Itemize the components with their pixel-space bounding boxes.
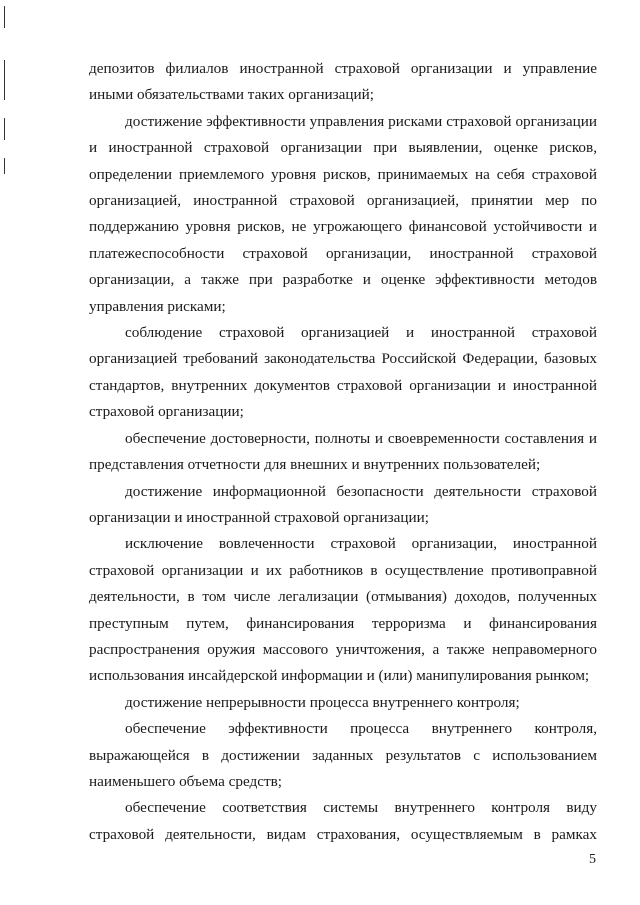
paragraph: соблюдение страховой организацией и иностранной страховой организацией требований законодательства Российской Федерации, базовых стандартов, внутренних документов страховой организации и иностранной страховой организации; (89, 324, 597, 421)
paragraph: обеспечение соответствия системы внутреннего контроля виду страховой деятельности, видам страхования, осуществляемым в рамках (89, 799, 597, 843)
paragraph: депозитов филиалов иностранной страховой организации и управление иными обязательствами таких организаций; (89, 60, 597, 104)
paragraph: обеспечение эффективности процесса внутреннего контроля, выражающейся в достижении заданных результатов с использованием наименьшего объема средств; (89, 720, 597, 790)
paragraph: обеспечение достоверности, полноты и своевременности составления и представления отчетности для внешних и внутренних пользователей; (89, 429, 597, 474)
paragraph: исключение вовлеченности страховой организации, иностранной страховой организации и их работников в осуществление противоправной деятельности, в том числе легализации (отмывания) доходов, полученных преступным путем, финансирования терроризма и финансирования распространения оружия массового уничтожения, а также неправомерного использования инсайдерской информации и (или) манипулирования рынком; (89, 535, 597, 685)
document-body (89, 56, 597, 848)
scan-edge-mark (4, 158, 5, 174)
paragraph: достижение информационной безопасности деятельности страховой организации и иностранной страховой организации; (89, 482, 597, 526)
page-number: 5 (589, 852, 596, 867)
scan-edge-mark (4, 118, 5, 140)
scan-edge-mark (4, 6, 5, 28)
paragraph: достижение непрерывности процесса внутреннего контроля; (125, 693, 520, 711)
paragraph: достижение эффективности управления рисками страховой организации и иностранной страховой организации при выявлении, оценке рисков, определении приемлемого уровня рисков, принимаемых на себя страховой организацией, иностранной страховой организацией, принятии мер по поддержанию уровня рисков, не угрожающего финансовой устойчивости и платежеспособности страховой организации, иностранной страховой организации, а также при разработке и оценке эффективности методов управления рисками; (89, 112, 597, 315)
scan-edge-mark (4, 60, 5, 100)
